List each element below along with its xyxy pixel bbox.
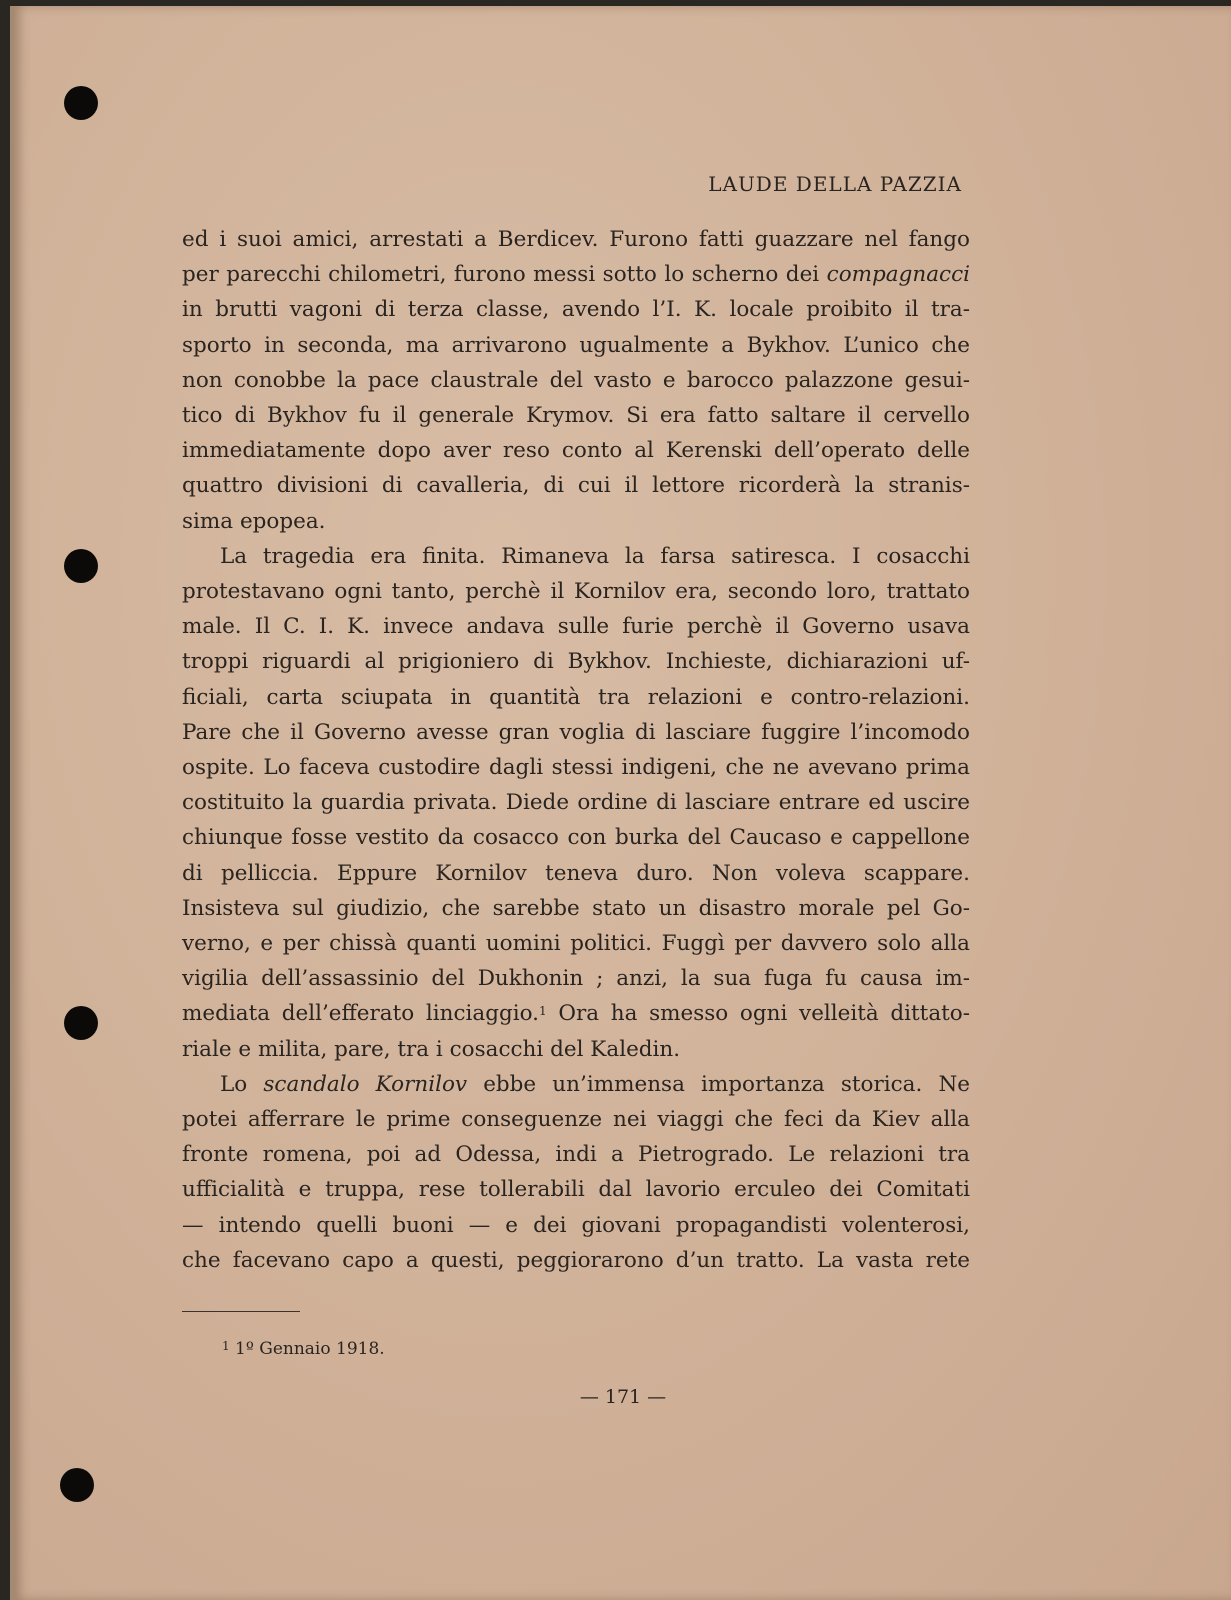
footnote	[222, 1339, 385, 1359]
text-line: protestavano ogni tanto, perchè il Kornilov era, secondo loro, trattato	[182, 579, 970, 605]
text-line: quattro divisioni di cavalleria, di cui il lettore ricorderà la stranis-	[182, 473, 970, 499]
page-number: — 171 —	[579, 1386, 667, 1408]
text-line: ospite. Lo faceva custodire dagli stessi indigeni, che ne avevano prima	[182, 755, 970, 781]
text-line: verno, e per chissà quanti uomini politici. Fuggì per davvero solo alla	[182, 931, 970, 957]
text-line: di pelliccia. Eppure Kornilov teneva duro. Non voleva scappare.	[182, 860, 970, 886]
binder-hole	[64, 549, 98, 583]
italic-word: compagnacci	[826, 262, 970, 288]
text-line: che facevano capo a questi, peggiorarono d’un tratto. La vasta rete	[182, 1247, 970, 1273]
text-line: riale e milita, pare, tra i cosacchi del Kaledin.	[182, 1036, 681, 1062]
text-line: Lo scandalo Kornilov ebbe un’immensa importanza storica. Ne	[220, 1071, 970, 1097]
main-text	[182, 222, 970, 1278]
binder-hole	[64, 1006, 98, 1040]
binder-hole	[64, 86, 98, 120]
text-line: in brutti vagoni di terza classe, avendo l’I. K. locale proibito il tra-	[182, 297, 970, 323]
text-line: sporto in seconda, ma arrivarono ugualmente a Bykhov. L’unico che	[182, 332, 970, 358]
text-line: Insisteva sul giudizio, che sarebbe stato un disastro morale pel Go-	[182, 895, 970, 921]
text-line: ufficialità e truppa, rese tollerabili dal lavorio erculeo dei Comitati	[182, 1177, 970, 1203]
text-line: mediata dell’efferato linciaggio.$^1$ Ora ha smesso ogni velleità dittato-	[182, 1001, 970, 1027]
text-line: chiunque fosse vestito da cosacco con burka del Caucaso e cappellone	[182, 825, 970, 851]
text-line: immediatamente dopo aver reso conto al Kerenski dell’operato delle	[182, 438, 970, 464]
text-line: tico di Bykhov fu il generale Krymov. Si era fatto saltare il cervello	[182, 403, 970, 429]
text-line: Pare che il Governo avesse gran voglia di lasciare fuggire l’incomodo	[182, 719, 970, 745]
text-line: male. Il C. I. K. invece andava sulle furie perchè il Governo usava	[182, 614, 970, 640]
text-line: — intendo quelli buoni — e dei giovani propagandisti volenterosi,	[182, 1212, 970, 1238]
italic-phrase: scandalo Kornilov	[263, 1071, 468, 1097]
binder-hole	[60, 1468, 94, 1502]
running-header: LAUDE DELLA PAZZIA	[708, 172, 962, 196]
text-line: fronte romena, poi ad Odessa, indi a Pietrogrado. Le relazioni tra	[182, 1142, 970, 1168]
text-line: vigilia dell’assassinio del Dukhonin ; anzi, la sua fuga fu causa im-	[182, 966, 970, 992]
text-line: La tragedia era finita. Rimaneva la farsa satiresca. I cosacchi	[220, 543, 970, 569]
text-line: ed i suoi amici, arrestati a Berdicev. Furono fatti guazzare nel fango	[182, 227, 970, 252]
text-line: non conobbe la pace claustrale del vasto e barocco palazzone gesui-	[182, 367, 970, 393]
text-line: costituito la guardia privata. Diede ordine di lasciare entrare ed uscire	[182, 790, 970, 816]
text-line: ficiali, carta sciupata in quantità tra relazioni e contro-relazioni.	[182, 684, 970, 710]
book-page	[10, 6, 1231, 1600]
footnote-ref: 1	[539, 1004, 547, 1019]
text-line: troppi riguardi al prigioniero di Bykhov. Inchieste, dichiarazioni uf-	[182, 649, 970, 675]
footnote-marker: 1	[222, 1339, 230, 1353]
footnote-rule	[182, 1311, 300, 1312]
text-line: potei afferrare le prime conseguenze nei viaggi che feci da Kiev alla	[182, 1107, 970, 1133]
footnote-text: 1º Gennaio 1918.	[235, 1339, 385, 1359]
text-line: sima epopea.	[182, 508, 326, 534]
text-line: per parecchi chilometri, furono messi sotto lo scherno dei compagnacci	[182, 262, 970, 288]
